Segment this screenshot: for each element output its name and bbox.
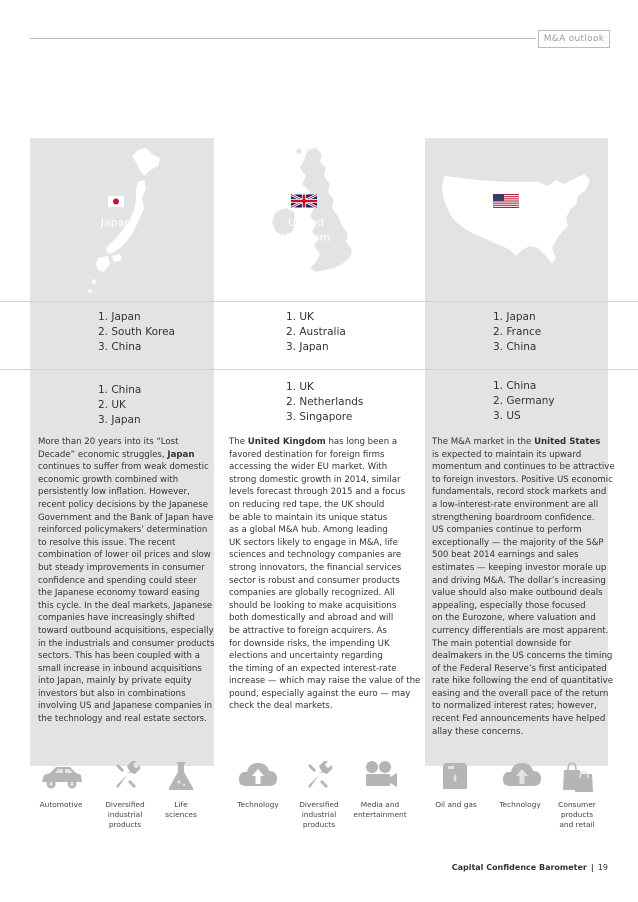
- japan-flag-icon: [108, 196, 124, 207]
- paragraph-line: recent policy decisions by the Japanese: [38, 499, 208, 510]
- paragraph-line: strengthening boardroom confidence.: [432, 512, 595, 523]
- country-name-uk: United Kingdom: [281, 216, 331, 244]
- tools-icon: [110, 758, 144, 794]
- paragraph-line: the technology and real estate sectors.: [38, 714, 207, 725]
- paragraph-line: Government and the Bank of Japan have: [38, 512, 214, 523]
- paragraph-line: favored destination for foreign firms: [229, 449, 385, 460]
- footer-separator: |: [590, 863, 594, 872]
- footer-title: Capital Confidence Barometer: [451, 863, 587, 872]
- paragraph-line: on reducing red tape, the UK should: [229, 499, 385, 510]
- country-name-us: United States: [487, 216, 525, 244]
- paragraph-line: exceptionally — the majority of the S&P: [432, 537, 604, 548]
- sector-label: Technology: [237, 800, 279, 809]
- paragraph-line: both domestically and abroad and will: [229, 613, 394, 624]
- car-icon: [38, 758, 84, 794]
- paragraph-line: estimates — keeping investor morale up: [432, 562, 607, 573]
- section-tag: M&A outlook: [538, 30, 610, 48]
- header-rule: [30, 38, 536, 39]
- uk-paragraph: [229, 436, 420, 713]
- paragraph-line: levels forecast through 2015 and a focus: [229, 487, 406, 498]
- paragraph-line: is expected to maintain its upward: [432, 449, 582, 460]
- paragraph-line: strong domestic growth in 2014, similar: [229, 474, 401, 485]
- paragraph-line: the timing of an expected interest-rate: [229, 663, 397, 674]
- sector-label: Diversified industrial products: [299, 800, 339, 829]
- paragraph-line: More than 20 years into its “Lost: [38, 437, 179, 447]
- paragraph-line: to foreign investors. Positive US economic: [432, 474, 613, 485]
- paragraph-line: should be looking to make acquisitions: [229, 600, 397, 611]
- paragraph-line: check the deal markets.: [229, 701, 333, 712]
- paragraph-line: increase — which may raise the value of the: [229, 676, 421, 687]
- paragraph-line: fundamentals, record stock markets and: [432, 487, 607, 498]
- japan-paragraph: [38, 436, 214, 726]
- paragraph-line: on the Eurozone, where valuation and: [432, 613, 596, 624]
- paragraph-line: be attractive to foreign acquirers. As: [229, 625, 387, 636]
- paragraph-line: The main potential downside for: [432, 638, 572, 649]
- paragraph-line: value should also make outbound deals: [432, 588, 603, 599]
- flask-icon: [166, 758, 196, 794]
- paragraph-line: Decade” economic struggles, Japan: [38, 449, 195, 460]
- paragraph-line: combination of lower oil prices and slow: [38, 550, 211, 561]
- paragraph-line: US companies continue to perform: [432, 525, 582, 536]
- paragraph-line: recent Fed announcements have helped: [432, 714, 606, 725]
- paragraph-line: continues to suffer from weak domestic: [38, 462, 209, 473]
- shopping-bags-icon: [560, 758, 596, 794]
- paragraph-line: The United Kingdom has long been a: [229, 437, 398, 447]
- paragraph-line: the Japanese economy toward easing: [38, 588, 200, 599]
- sector-label: Technology: [499, 800, 541, 809]
- paragraph-line: momentum and continues to be attractive: [432, 462, 615, 473]
- paragraph-line: companies have increasingly shifted: [38, 613, 195, 624]
- paragraph-line: sciences and technology companies are: [229, 550, 402, 561]
- uk-flag-icon: [291, 194, 317, 208]
- paragraph-line: into Japan, mainly by private equity: [38, 676, 192, 687]
- paragraph-line: small increase in inbound acquisitions: [38, 663, 202, 674]
- ranking-list-us-1: 1. Japan 2. France 3. China: [493, 311, 542, 353]
- us-flag-icon: [493, 194, 519, 208]
- country-name-japan: Japan: [100, 216, 132, 229]
- cloud-upload-icon: [500, 758, 544, 794]
- us-paragraph: [432, 436, 615, 738]
- paragraph-line: but steady improvements in consumer: [38, 562, 205, 573]
- paragraph-line: The M&A market in the United States: [432, 437, 601, 447]
- film-camera-icon: [360, 758, 400, 794]
- paragraph-line: rate hike following the end of quantitative: [432, 676, 613, 687]
- ranking-list-japan-1: 1. Japan 2. South Korea 3. China: [98, 311, 175, 353]
- paragraph-line: elections and uncertainty regarding: [229, 651, 383, 662]
- paragraph-line: involving US and Japanese companies in: [38, 701, 213, 712]
- sector-label: Life sciences: [165, 800, 197, 819]
- paragraph-line: confidence and spending could steer: [38, 575, 197, 586]
- paragraph-line: strong innovators, the financial services: [229, 562, 402, 573]
- paragraph-line: for downside risks, the impending UK: [229, 638, 390, 649]
- paragraph-line: 500 beat 2014 earnings and sales: [432, 550, 579, 561]
- paragraph-line: of the Federal Reserve’s first anticipated: [432, 663, 607, 674]
- paragraph-line: allay these concerns.: [432, 726, 524, 737]
- paragraph-line: easing and the overall pace of the return: [432, 688, 609, 699]
- oil-can-icon: [440, 758, 472, 794]
- sector-label: Automotive: [39, 800, 83, 809]
- ranking-list-uk-2: 1. UK 2. Netherlands 3. Singapore: [286, 381, 364, 423]
- paragraph-line: accessing the wider EU market. With: [229, 462, 388, 473]
- ranking-list-japan-2: 1. China 2. UK 3. Japan: [98, 384, 142, 426]
- paragraph-line: a low-interest-rate environment are all: [432, 499, 599, 510]
- page-number: 19: [597, 863, 608, 872]
- paragraph-line: appealing, especially those focused: [432, 600, 586, 611]
- paragraph-line: to normalized interest rates; however,: [432, 701, 597, 712]
- sector-label: Media and entertainment: [353, 800, 407, 819]
- paragraph-line: investors but also in combinations: [38, 688, 186, 699]
- paragraph-line: as a global M&A hub. Among leading: [229, 525, 388, 536]
- paragraph-line: currency differentials are most apparent.: [432, 625, 609, 636]
- paragraph-line: reinforced policymakers’ determination: [38, 525, 208, 536]
- sector-label: Diversified industrial products: [105, 800, 145, 829]
- paragraph-line: pound, especially against the euro — may: [229, 688, 411, 699]
- paragraph-line: sector is robust and consumer products: [229, 575, 400, 586]
- paragraph-line: economic growth combined with: [38, 474, 179, 485]
- paragraph-line: in the industrials and consumer products: [38, 638, 215, 649]
- page-footer: [452, 863, 608, 872]
- paragraph-line: persistently low inflation. However,: [38, 487, 190, 498]
- paragraph-line: companies are globally recognized. All: [229, 588, 395, 599]
- sector-label: Oil and gas: [435, 800, 477, 809]
- paragraph-line: this cycle. In the deal markets, Japanese: [38, 600, 213, 611]
- paragraph-line: dealmakers in the US concerns the timing: [432, 651, 613, 662]
- ranking-list-uk-1: 1. UK 2. Australia 3. Japan: [286, 311, 346, 353]
- sector-label: Consumer products and retail: [558, 800, 596, 829]
- cloud-upload-icon: [236, 758, 280, 794]
- paragraph-line: be able to maintain its unique status: [229, 512, 388, 523]
- tools-icon: [302, 758, 336, 794]
- paragraph-line: UK sectors likely to engage in M&A, life: [229, 537, 398, 548]
- ranking-list-us-2: 1. China 2. Germany 3. US: [493, 380, 555, 422]
- paragraph-line: and driving M&A. The dollar’s increasing: [432, 575, 606, 586]
- divider-line: [0, 369, 638, 370]
- paragraph-line: sectors. This has been coupled with a: [38, 651, 200, 662]
- paragraph-line: to resolve this issue. The recent: [38, 537, 176, 548]
- paragraph-line: toward outbound acquisitions, especially: [38, 625, 214, 636]
- divider-line: [0, 301, 638, 302]
